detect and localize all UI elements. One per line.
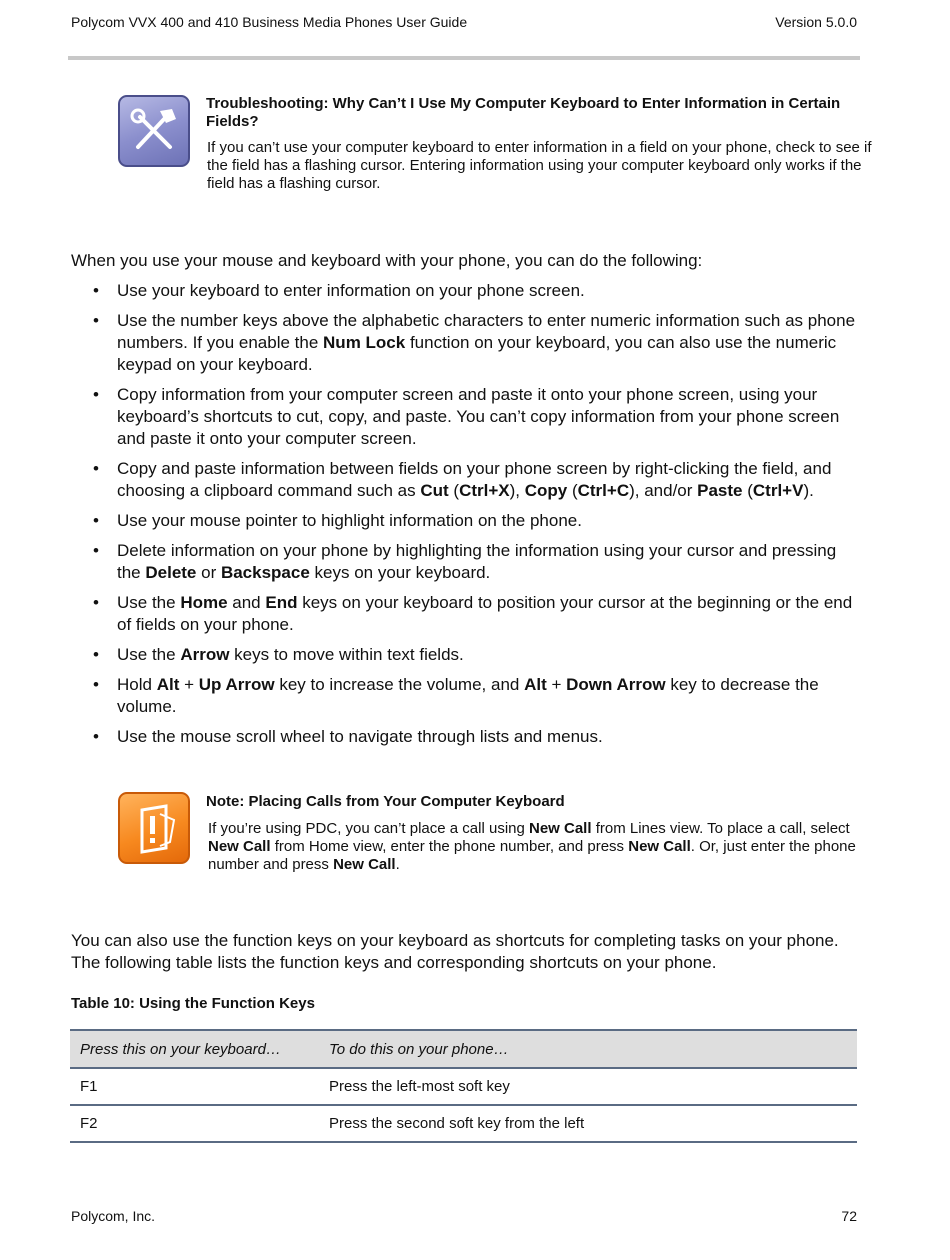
table-cell: F2 [70,1105,319,1142]
column-header: To do this on your phone… [319,1030,857,1068]
troubleshooting-body: If you can’t use your computer keyboard to enter information in a field on your phone, check to see if the field has a flashing cursor. Entering information using your computer keyboard only works if the field has a flashing cursor. [207,139,872,192]
note-title: Note: Placing Calls from Your Computer Keyboard [206,793,565,810]
list-item: • Hold Alt + Up Arrow key to increase the volume, and Alt + Down Arrow key to decrease the volume. [93,675,819,716]
list-item: • Use the Arrow keys to move within text fields. [93,645,464,664]
note-alert-icon [118,792,190,864]
column-header: Press this on your keyboard… [70,1030,319,1068]
function-keys-paragraph: You can also use the function keys on your keyboard as shortcuts for completing tasks on your phone. The following table lists the function keys and corresponding shortcuts on your phone. [71,931,839,972]
list-item: • Copy information from your computer screen and paste it onto your phone screen, using your keyboard’s shortcuts to cut, copy, and paste. You can’t copy information from your phone screen and paste it onto your computer screen. [93,385,840,448]
list-item: • Use the mouse scroll wheel to navigate through lists and menus. [93,727,603,746]
note-body: If you’re using PDC, you can’t place a call using New Call from Lines view. To place a call, select New Call from Home view, enter the phone number, and press New Call. Or, just enter the phone number and press New Call. [208,820,856,873]
table-cell: Press the second soft key from the left [319,1105,857,1142]
footer-company: Polycom, Inc. [71,1208,156,1224]
tools-icon [118,95,190,167]
list-item: • Delete information on your phone by highlighting the information using your cursor and pressing the Delete or Backspace keys on your keyboard. [93,541,837,582]
intro-paragraph: When you use your mouse and keyboard with your phone, you can do the following: [71,251,703,270]
header-rule [68,56,860,60]
troubleshooting-title: Troubleshooting: Why Can’t I Use My Computer Keyboard to Enter Information in Certain Fields? [206,95,841,130]
list-item: • Copy and paste information between fields on your phone screen by right-clicking the field, and choosing a clipboard command such as Cut (Ctrl+X), Copy (Ctrl+C), and/or Paste (Ctrl+V). [93,459,832,500]
table-cell: Press the left-most soft key [319,1068,857,1105]
header-title: Polycom VVX 400 and 410 Business Media Phones User Guide [71,14,468,30]
list-item: • Use the number keys above the alphabetic characters to enter numeric information such as phone numbers. If you enable the Num Lock function on your keyboard, you can also use the numeric keypad on your keyboard. [93,311,856,374]
table-row [70,1105,857,1142]
list-item: • Use your mouse pointer to highlight information on the phone. [93,511,582,530]
page-number: 72 [841,1208,857,1224]
list-item: • Use your keyboard to enter information on your phone screen. [93,281,585,300]
table-caption: Table 10: Using the Function Keys [71,995,315,1012]
table-header-row [70,1030,857,1068]
list-item: • Use the Home and End keys on your keyboard to position your cursor at the beginning or the end of fields on your phone. [93,593,853,634]
table-cell: F1 [70,1068,319,1105]
bullet-list [71,280,861,756]
function-keys-table [70,1029,857,1143]
header-version: Version 5.0.0 [775,14,857,30]
table-row [70,1068,857,1105]
